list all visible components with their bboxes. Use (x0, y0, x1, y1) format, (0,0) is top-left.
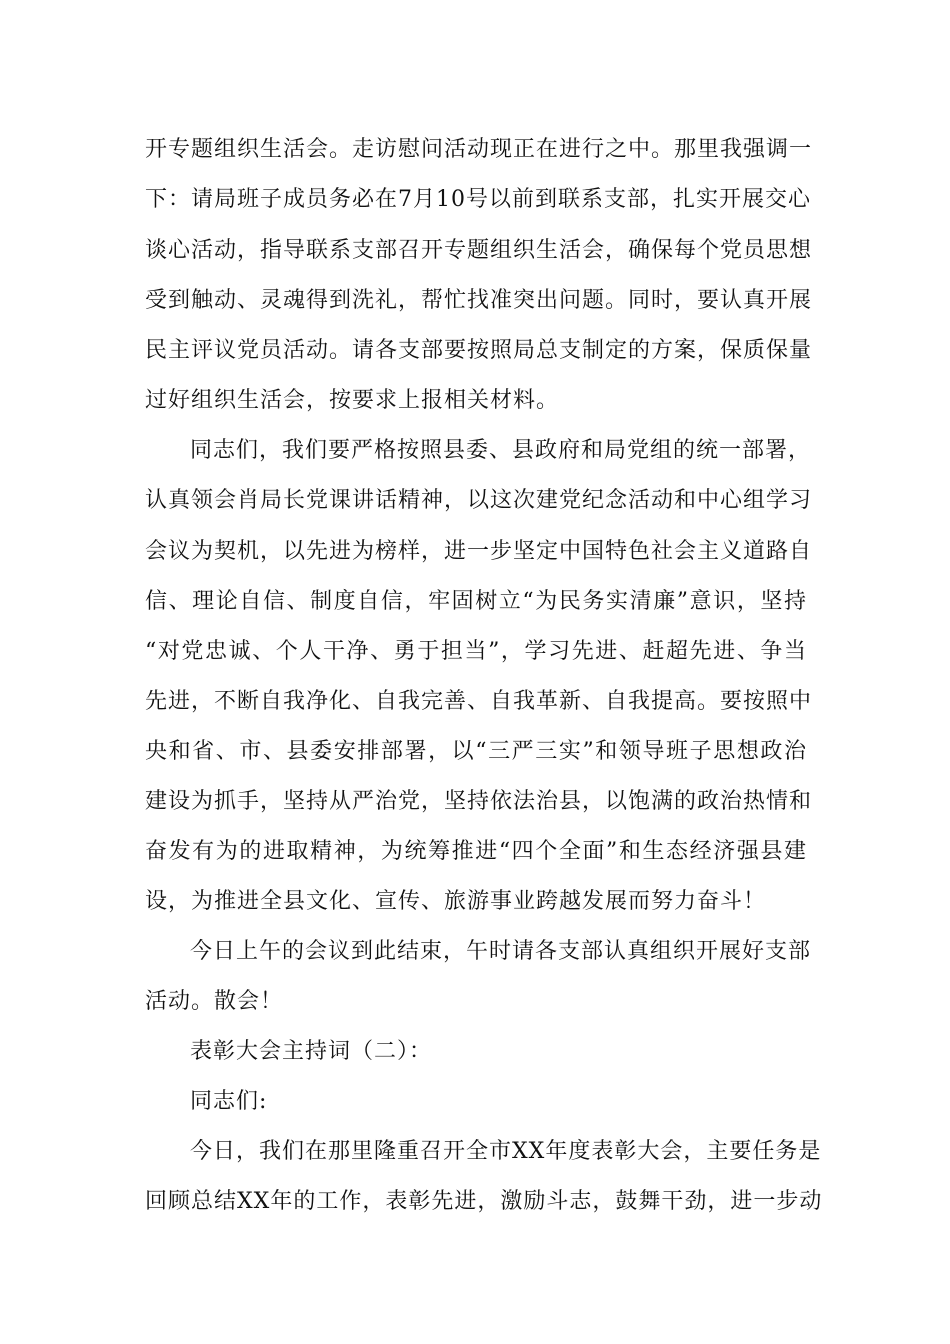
text-line: 今日上午的会议到此结束，午时请各支部认真组织开展好支部 (190, 939, 812, 964)
section-heading: 表彰大会主持词（二）： (190, 1039, 433, 1064)
text-line: 会议为契机，以先进为榜样，进一步坚定中国特色社会主义道路自 (145, 539, 813, 564)
text-line: 先进，不断自我净化、自我完善、自我革新、自我提高。要按照中 (145, 689, 813, 714)
salutation: 同志们: (190, 1089, 268, 1114)
text-line: 过好组织生活会，按要求上报相关材料。 (145, 388, 560, 413)
text-line: 谈心活动，指导联系支部召开专题组织生活会，确保每个党员思想 (145, 238, 813, 263)
text-line: “对党忠诚、个人干净、勇于担当”，学习先进、赶超先进、争当 (145, 639, 807, 664)
text-line: 今日，我们在那里隆重召开全市XX年度表彰大会，主要任务是 (190, 1139, 822, 1164)
text-line: 下：请局班子成员务必在7月10号以前到联系支部，扎实开展交心 (145, 187, 811, 212)
text-line: 信、理论自信、制度自信，牢固树立“为民务实清廉”意识，坚持 (145, 589, 807, 614)
text-line: 建设为抓手，坚持从严治党，坚持依法治县，以饱满的政治热情和 (145, 789, 813, 814)
text-line: 民主评议党员活动。请各支部要按照局总支制定的方案，保质保量 (145, 338, 813, 363)
text-line: 央和省、市、县委安排部署，以“三严三实”和领导班子思想政治 (145, 739, 807, 764)
text-line: 奋发有为的进取精神，为统筹推进“四个全面”和生态经济强县建 (145, 839, 807, 864)
text-line: 活动。散会！ (145, 989, 284, 1014)
text-line: 设，为推进全县文化、宣传、旅游事业跨越发展而努力奋斗！ (145, 889, 767, 914)
text-line: 开专题组织生活会。走访慰问活动现正在进行之中。那里我强调一 (145, 137, 813, 162)
text-line: 回顾总结XX年的工作，表彰先进，激励斗志，鼓舞干劲，进一步动 (145, 1189, 823, 1214)
text-line: 同志们，我们要严格按照县委、县政府和局党组的统一部署， (190, 438, 812, 463)
text-line: 受到触动、灵魂得到洗礼，帮忙找准突出问题。同时，要认真开展 (145, 288, 813, 313)
text-line: 认真领会肖局长党课讲话精神，以这次建党纪念活动和中心组学习 (145, 488, 813, 513)
